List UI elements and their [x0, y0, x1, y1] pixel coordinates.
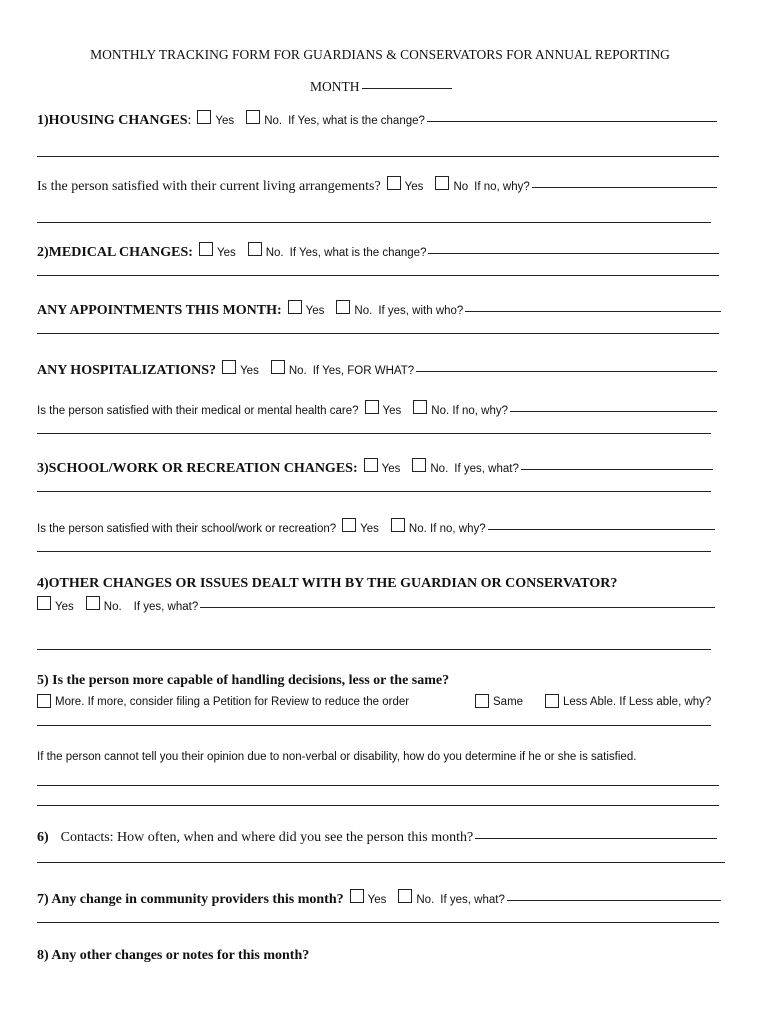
q3-satisfied-why-line-2[interactable]	[37, 551, 711, 552]
q5-more-label: More. If more, consider filing a Petition for Review to reduce the order	[55, 696, 410, 708]
q3-answer-line-2[interactable]	[37, 491, 711, 492]
q3-yes-checkbox[interactable]	[364, 458, 378, 472]
q3-yes-label: Yes	[381, 463, 401, 475]
q2-medical-row	[37, 242, 719, 261]
q7-yes-checkbox[interactable]	[350, 889, 364, 903]
q1-answer-line[interactable]	[427, 120, 717, 122]
q6-answer-line[interactable]	[475, 837, 717, 839]
q6-contacts-row	[37, 830, 717, 846]
q3-satisfied-no-checkbox[interactable]	[391, 518, 405, 532]
q5-answer-line[interactable]	[37, 725, 711, 726]
appointments-followup-label: If yes, with who?	[378, 305, 464, 317]
q2-yes-label: Yes	[216, 247, 236, 259]
care-satisfied-no-label: No. If no, why?	[431, 405, 509, 417]
appointments-row	[37, 300, 721, 319]
q6-contacts-label: Contacts: How often, when and where did you see the person this month?	[60, 830, 474, 845]
q1-yes-label: Yes	[215, 115, 235, 127]
form-title: MONTHLY TRACKING FORM FOR GUARDIANS & CONSERVATORS FOR ANNUAL REPORTING	[90, 47, 670, 62]
q2-followup-label: If Yes, what is the change?	[289, 247, 427, 259]
q2-answer-line[interactable]	[428, 252, 719, 254]
q2-answer-line-2[interactable]	[37, 275, 719, 276]
month-input-line[interactable]	[362, 87, 453, 89]
hospitalizations-followup-label: If Yes, FOR WHAT?	[312, 365, 415, 377]
hospitalizations-yes-checkbox[interactable]	[222, 360, 236, 374]
q1-satisfied-why-line[interactable]	[532, 186, 717, 188]
q5-note-answer-line-1[interactable]	[37, 785, 719, 786]
q5-nonverbal-note: If the person cannot tell you their opinion due to non-verbal or disability, how do you determine if he or she is satisfied.	[37, 751, 637, 763]
q5-more-checkbox[interactable]	[37, 694, 51, 708]
q4-followup-label: If yes, what?	[133, 601, 199, 613]
q3-no-checkbox[interactable]	[412, 458, 426, 472]
care-satisfied-question: Is the person satisfied with their medical or mental health care?	[37, 405, 359, 417]
q7-number-label	[37, 892, 344, 908]
q3-satisfied-why-line[interactable]	[488, 528, 715, 530]
q3-no-label: No.	[430, 463, 449, 475]
q3-satisfied-no-label: No. If no, why?	[408, 523, 486, 535]
q1-satisfied-yes-checkbox[interactable]	[387, 176, 401, 190]
hospitalizations-row	[37, 360, 717, 379]
q7-answer-line-2[interactable]	[37, 922, 719, 923]
q7-yes-label: Yes	[367, 894, 387, 906]
q1-housing-row	[37, 110, 717, 129]
appointments-answer-line-2[interactable]	[37, 333, 719, 334]
appointments-no-checkbox[interactable]	[336, 300, 350, 314]
q1-yes-checkbox[interactable]	[197, 110, 211, 124]
q1-satisfied-why-line-2[interactable]	[37, 222, 711, 223]
q1-satisfied-why-label: If no, why?	[474, 181, 530, 193]
q4-no-label: No.	[103, 601, 122, 613]
month-label: MONTH	[310, 79, 360, 94]
q3-school-row	[37, 458, 713, 477]
month-field	[310, 79, 452, 95]
q2-yes-checkbox[interactable]	[199, 242, 213, 256]
q5-options-row	[37, 692, 727, 710]
q3-satisfied-yes-checkbox[interactable]	[342, 518, 356, 532]
appointments-yes-label: Yes	[305, 305, 325, 317]
q3-answer-line[interactable]	[521, 468, 713, 470]
q5-more-option	[37, 692, 409, 710]
q2-no-checkbox[interactable]	[248, 242, 262, 256]
q5-same-label: Same	[493, 696, 524, 708]
q1-housing-label: 1)HOUSING CHANGES	[37, 113, 188, 128]
appointments-no-label: No.	[354, 305, 373, 317]
q6-answer-line-2[interactable]	[37, 862, 725, 863]
q1-satisfied-row	[37, 176, 717, 195]
q1-no-label: No.	[264, 115, 283, 127]
q7-providers-label: 7) Any change in community providers this month?	[37, 892, 344, 907]
q5-same-option	[475, 692, 523, 710]
q1-satisfied-no-checkbox[interactable]	[435, 176, 449, 190]
q3-school-label: 3)SCHOOL/WORK OR RECREATION CHANGES:	[37, 461, 358, 476]
q5-less-checkbox[interactable]	[545, 694, 559, 708]
q7-no-checkbox[interactable]	[398, 889, 412, 903]
hospitalizations-no-label: No.	[288, 365, 307, 377]
care-satisfied-why-line[interactable]	[510, 410, 717, 412]
q8-notes-label: 8) Any other changes or notes for this month?	[37, 948, 310, 963]
q3-followup-label: If yes, what?	[454, 463, 519, 475]
q7-no-label: No.	[416, 894, 435, 906]
q4-yes-checkbox[interactable]	[37, 596, 51, 610]
q2-medical-label: 2)MEDICAL CHANGES:	[37, 245, 193, 260]
care-satisfied-row	[37, 400, 717, 417]
hospitalizations-answer-line[interactable]	[416, 370, 717, 372]
q3-satisfied-question: Is the person satisfied with their school/work or recreation?	[37, 523, 337, 535]
q7-followup-label: If yes, what?	[440, 894, 505, 906]
q4-yes-label: Yes	[55, 601, 74, 613]
q4-other-label: 4)OTHER CHANGES OR ISSUES DEALT WITH BY THE GUARDIAN OR CONSERVATOR?	[37, 576, 618, 591]
q7-answer-line[interactable]	[507, 899, 721, 901]
q4-answer-line[interactable]	[200, 606, 715, 608]
care-satisfied-yes-label: Yes	[382, 405, 402, 417]
q5-less-option	[545, 692, 711, 710]
q3-satisfied-row	[37, 518, 715, 535]
q4-answer-line-2[interactable]	[37, 649, 711, 650]
q1-answer-line-2[interactable]	[37, 156, 719, 157]
care-satisfied-no-checkbox[interactable]	[413, 400, 427, 414]
q5-same-checkbox[interactable]	[475, 694, 489, 708]
q1-followup-label: If Yes, what is the change?	[288, 115, 425, 127]
q5-capability-label: 5) Is the person more capable of handling decisions, less or the same?	[37, 673, 450, 688]
care-satisfied-why-line-2[interactable]	[37, 433, 711, 434]
q5-less-label: Less Able. If Less able, why?	[563, 696, 712, 708]
q6-number: 6)	[37, 830, 49, 845]
hospitalizations-no-checkbox[interactable]	[271, 360, 285, 374]
hospitalizations-yes-label: Yes	[240, 365, 259, 377]
q3-satisfied-yes-label: Yes	[360, 523, 379, 535]
hospitalizations-label: ANY HOSPITALIZATIONS?	[37, 363, 217, 378]
q7-providers-row	[37, 889, 721, 908]
q1-satisfied-no-label: No	[453, 181, 469, 193]
q1-satisfied-question: Is the person satisfied with their current living arrangements?	[37, 179, 381, 194]
q1-satisfied-yes-label: Yes	[404, 181, 424, 193]
appointments-answer-line[interactable]	[465, 310, 721, 312]
care-satisfied-yes-checkbox[interactable]	[365, 400, 379, 414]
q4-options-row	[37, 596, 715, 613]
appointments-yes-checkbox[interactable]	[288, 300, 302, 314]
q4-no-checkbox[interactable]	[86, 596, 100, 610]
appointments-label: ANY APPOINTMENTS THIS MONTH:	[37, 303, 282, 318]
q1-no-checkbox[interactable]	[246, 110, 260, 124]
q1-colon: :	[187, 113, 192, 128]
q2-no-label: No.	[265, 247, 284, 259]
q5-note-answer-line-2[interactable]	[37, 805, 719, 806]
